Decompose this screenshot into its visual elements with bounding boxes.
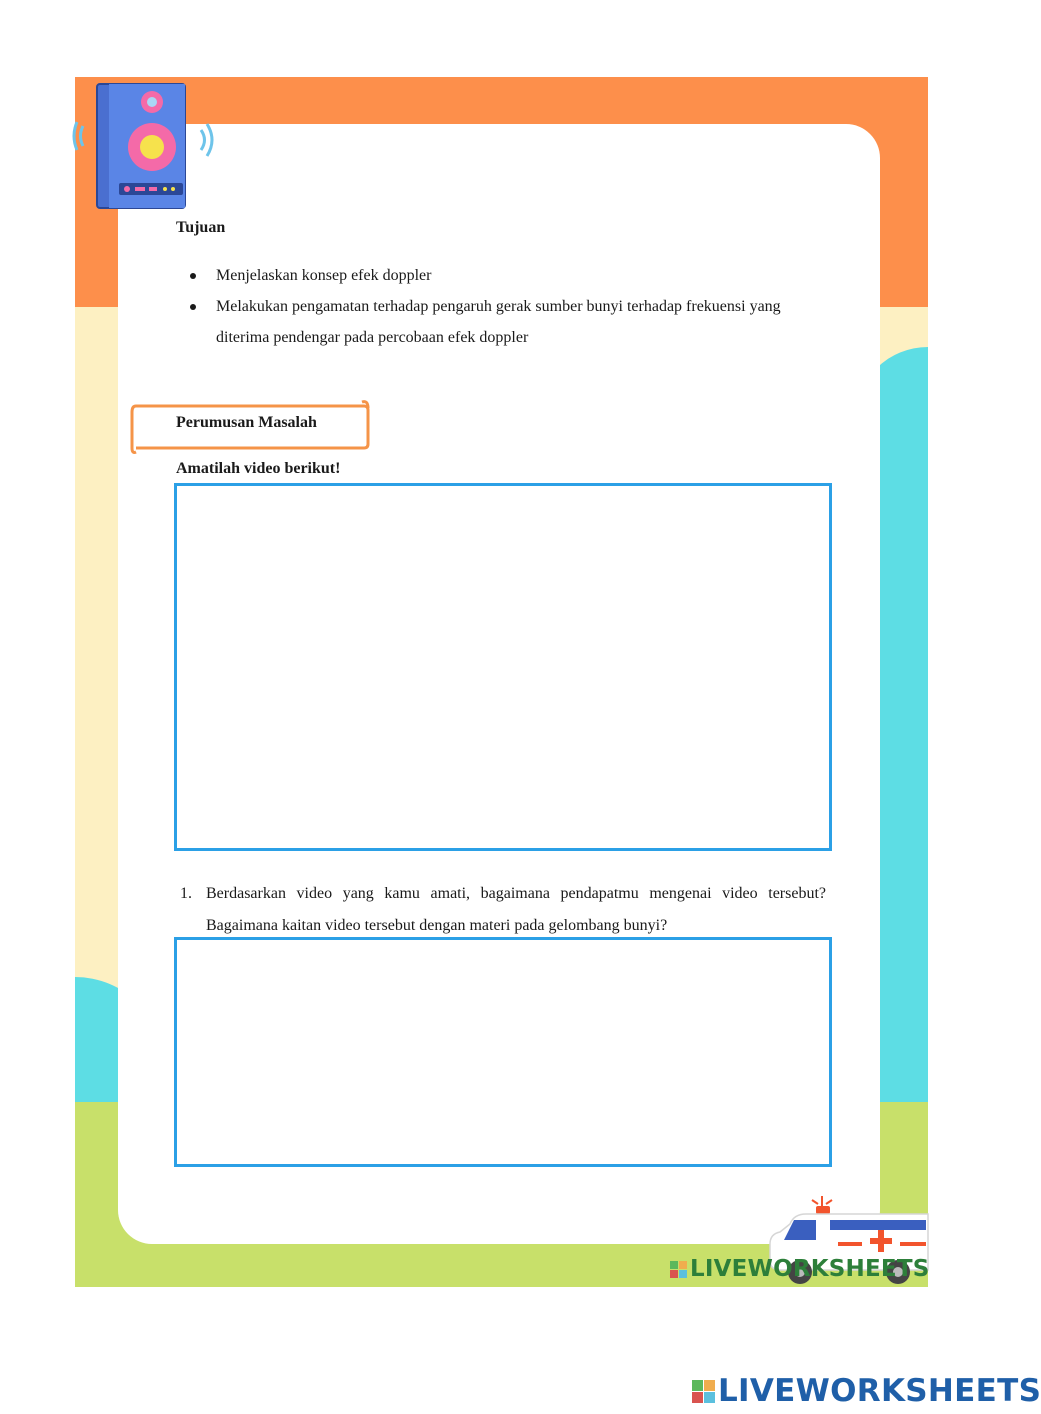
amati-heading: Amatilah video berikut!	[176, 460, 341, 477]
question-1	[180, 878, 826, 942]
video-frame[interactable]	[174, 483, 832, 851]
bullet-icon	[190, 304, 196, 310]
list-item: Menjelaskan konsep efek doppler	[186, 260, 836, 291]
speaker-icon	[95, 82, 189, 210]
tujuan-list	[186, 260, 836, 353]
footer-logo-text: LIVEWORKSHEETS	[718, 1373, 1041, 1409]
inner-logo-text: LIVEWORKSHEETS	[690, 1256, 930, 1282]
question-text: Berdasarkan video yang kamu amati, bagaimana pendapatmu mengenai video tersebut? Bagaimana kaitan video tersebut dengan materi pada gelombang bunyi?	[206, 885, 826, 934]
inner-logo	[670, 1256, 929, 1282]
liveworksheets-logo-icon	[670, 1261, 687, 1278]
footer-logo[interactable]	[692, 1373, 1041, 1409]
answer-box[interactable]	[174, 937, 832, 1167]
list-item: Melakukan pengamatan terhadap pengaruh gerak sumber bunyi terhadap frekuensi yang diterima pendengar pada percobaan efek doppler	[186, 291, 836, 353]
question-number: 1.	[180, 885, 192, 902]
bullet-icon	[190, 273, 196, 279]
liveworksheets-logo-icon	[692, 1380, 715, 1403]
tujuan-heading: Tujuan	[176, 219, 226, 236]
rumusan-heading: Perumusan Masalah	[176, 414, 317, 431]
